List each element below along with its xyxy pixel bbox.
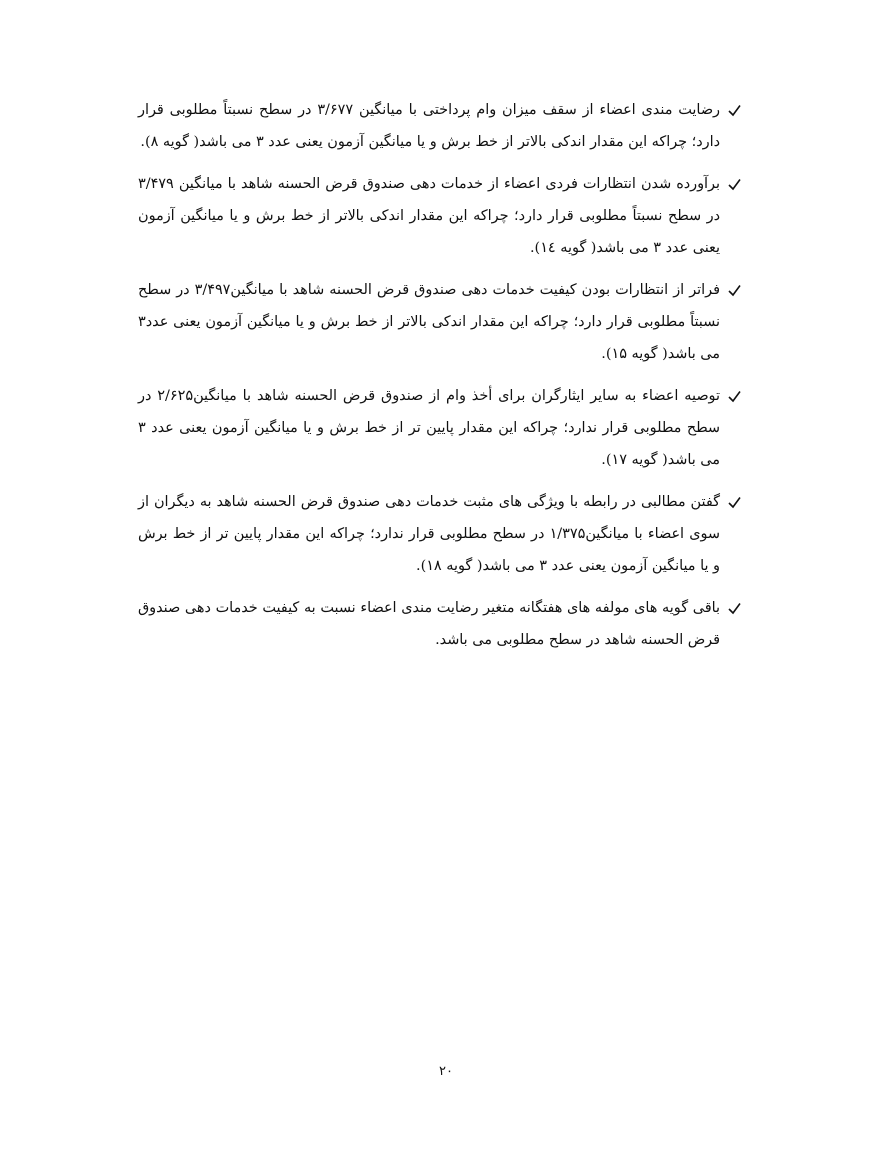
list-item <box>138 168 738 264</box>
checkmark-icon <box>726 168 742 200</box>
checkmark-icon <box>726 94 742 126</box>
checkmark-icon <box>726 486 742 518</box>
list-item-text: توصیه اعضاء به سایر ایثارگران برای أخذ وام از صندوق قرض الحسنه شاهد با میانگین۲/۶۲۵ در سطح مطلوبی قرار ندارد؛ چراکه این مقدار پایین تر از خط برش و یا میانگین آزمون یعنی عدد ۳ می باشد( گویه ۱۷). <box>138 388 720 468</box>
list-item-text: باقی گویه های مولفه های هفتگانه متغیر رضایت مندی اعضاء نسبت به کیفیت خدمات دهی صندوق قرض الحسنه شاهد در سطح مطلوبی می باشد. <box>138 600 720 648</box>
checkmark-icon <box>726 380 742 412</box>
checkmark-icon <box>726 592 742 624</box>
list-item-text: برآورده شدن انتظارات فردی اعضاء از خدمات دهی صندوق قرض الحسنه شاهد با میانگین ۳/۴۷۹ در سطح نسبتاً مطلوبی قرار دارد؛ چراکه این مقدار اندکی بالاتر از خط برش و یا میانگین آزمون یعنی عدد ۳ می باشد( گویه ١٤). <box>138 176 720 256</box>
list-item-text: رضایت مندی اعضاء از سقف میزان وام پرداختی با میانگین ۳/۶۷۷ در سطح نسبتاً مطلوبی قرار دارد؛ چراکه این مقدار اندکی بالاتر از خط برش و یا میانگین آزمون یعنی عدد ۳ می باشد( گویه ۸). <box>138 102 720 150</box>
list-item-text: گفتن مطالبی در رابطه با ویژگی های مثبت خدمات دهی صندوق قرض الحسنه شاهد به دیگران از سوی اعضاء با میانگین۱/۳۷۵ در سطح مطلوبی قرار ندارد؛ چراکه این مقدار پایین تر از خط برش و یا میانگین آزمون یعنی عدد ۳ می باشد( گویه ۱۸). <box>138 494 720 574</box>
checkmark-icon <box>726 274 742 306</box>
page-number: ۲۰ <box>439 1064 453 1079</box>
list-item <box>138 274 738 370</box>
findings-list <box>138 94 738 656</box>
list-item <box>138 380 738 476</box>
list-item <box>138 94 738 158</box>
list-item <box>138 486 738 582</box>
list-item <box>138 592 738 656</box>
list-item-text: فراتر از انتظارات بودن کیفیت خدمات دهی صندوق قرض الحسنه شاهد با میانگین۳/۴۹۷ در سطح نسبتاً مطلوبی قرار دارد؛ چراکه این مقدار اندکی بالاتر از خط برش و یا میانگین آزمون یعنی عدد۳ می باشد( گویه ۱۵). <box>138 282 720 362</box>
document-body <box>138 94 738 666</box>
